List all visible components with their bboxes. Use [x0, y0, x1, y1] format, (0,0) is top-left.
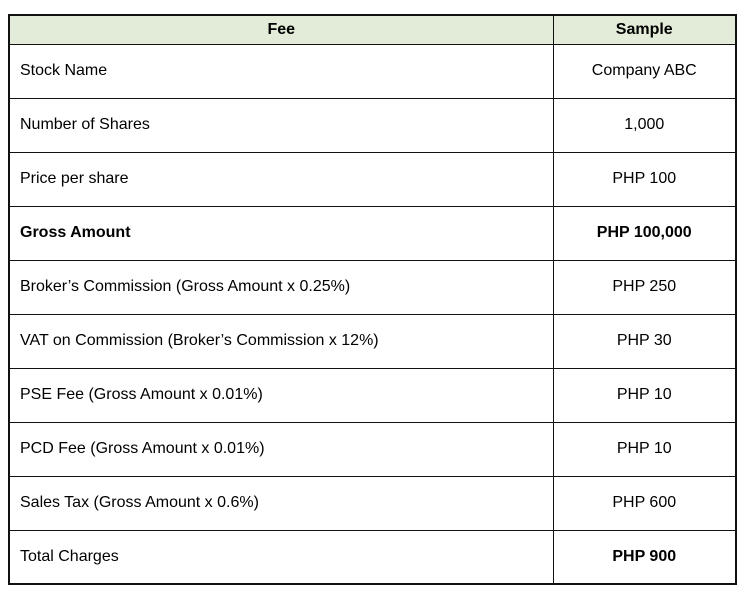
table-row [9, 422, 736, 476]
fee-cell: Price per share [9, 152, 553, 206]
fee-cell: Number of Shares [9, 98, 553, 152]
table-row [9, 44, 736, 98]
sample-cell: PHP 10 [553, 368, 736, 422]
sample-cell: PHP 250 [553, 260, 736, 314]
fee-cell: Gross Amount [9, 206, 553, 260]
column-header-fee: Fee [9, 15, 553, 44]
fee-table-container [8, 14, 737, 585]
fee-cell: PSE Fee (Gross Amount x 0.01%) [9, 368, 553, 422]
column-header-sample: Sample [553, 15, 736, 44]
fee-cell: Total Charges [9, 530, 553, 584]
table-row [9, 530, 736, 584]
fee-table [8, 14, 737, 585]
fee-cell: Broker’s Commission (Gross Amount x 0.25%) [9, 260, 553, 314]
sample-cell: 1,000 [553, 98, 736, 152]
header-row [9, 15, 736, 44]
fee-cell: VAT on Commission (Broker’s Commission x 12%) [9, 314, 553, 368]
fee-cell: PCD Fee (Gross Amount x 0.01%) [9, 422, 553, 476]
sample-cell: PHP 10 [553, 422, 736, 476]
fee-cell: Stock Name [9, 44, 553, 98]
sample-cell: PHP 900 [553, 530, 736, 584]
sample-cell: PHP 600 [553, 476, 736, 530]
sample-cell: PHP 100 [553, 152, 736, 206]
table-row [9, 206, 736, 260]
sample-cell: PHP 30 [553, 314, 736, 368]
fee-cell: Sales Tax (Gross Amount x 0.6%) [9, 476, 553, 530]
sample-cell: Company ABC [553, 44, 736, 98]
table-row [9, 368, 736, 422]
fee-table-body [9, 44, 736, 584]
sample-cell: PHP 100,000 [553, 206, 736, 260]
table-row [9, 314, 736, 368]
table-row [9, 476, 736, 530]
table-row [9, 98, 736, 152]
table-row [9, 152, 736, 206]
table-row [9, 260, 736, 314]
